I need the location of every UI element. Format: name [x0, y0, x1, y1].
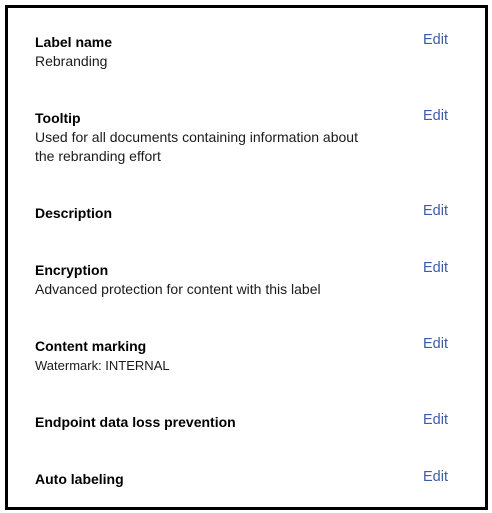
- row-title: Tooltip: [35, 110, 81, 126]
- row-auto-labeling: [35, 470, 458, 489]
- row-endpoint-dlp: [35, 413, 458, 432]
- edit-description-link[interactable]: Edit: [423, 203, 448, 219]
- row-value: Watermark: INTERNAL: [35, 358, 170, 373]
- row-description: [35, 204, 458, 223]
- row-value: Rebranding: [35, 53, 108, 69]
- row-encryption: [35, 261, 458, 299]
- row-label-name: [35, 33, 458, 71]
- row-content-marking: [35, 337, 458, 375]
- edit-endpoint-dlp-link[interactable]: Edit: [423, 412, 448, 428]
- row-title: Description: [35, 205, 113, 221]
- edit-content-marking-link[interactable]: Edit: [423, 336, 448, 352]
- label-summary-panel: [5, 5, 488, 510]
- row-title: Auto labeling: [35, 471, 124, 487]
- row-title: Encryption: [35, 262, 109, 278]
- row-title: Endpoint data loss prevention: [35, 414, 236, 430]
- edit-auto-labeling-link[interactable]: Edit: [423, 469, 448, 485]
- row-value: Advanced protection for content with this label: [35, 281, 321, 297]
- edit-encryption-link[interactable]: Edit: [423, 260, 448, 276]
- edit-label-name-link[interactable]: Edit: [423, 32, 448, 48]
- edit-tooltip-link[interactable]: Edit: [423, 108, 448, 124]
- row-tooltip: [35, 109, 458, 166]
- row-title: Content marking: [35, 338, 147, 354]
- row-title: Label name: [35, 34, 113, 50]
- row-value: Used for all documents containing information about the rebranding effort: [35, 129, 358, 164]
